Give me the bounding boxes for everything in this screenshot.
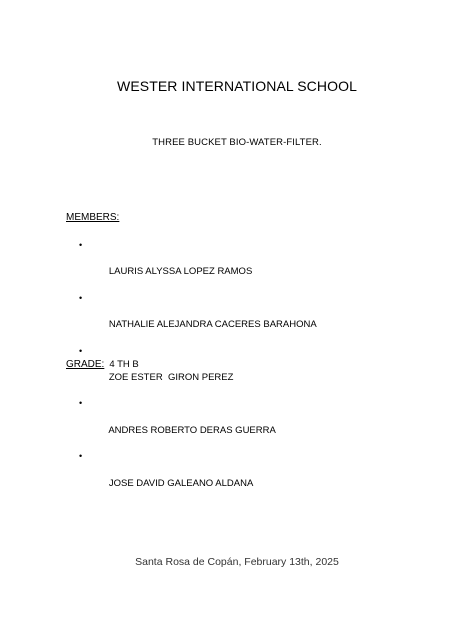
school-name-heading: WESTER INTERNATIONAL SCHOOL (117, 78, 357, 94)
bullet-icon: • (79, 292, 83, 303)
project-title: THREE BUCKET BIO-WATER-FILTER. (152, 137, 322, 148)
member-name: ZOE ESTER GIRON PEREZ (108, 372, 234, 384)
member-item (79, 345, 317, 398)
member-item (79, 397, 317, 450)
bullet-icon: • (79, 240, 83, 250)
bullet-icon: • (79, 398, 83, 409)
members-list (79, 239, 317, 503)
members-heading: MEMBERS: (66, 212, 120, 223)
grade-value: 4 TH B (109, 359, 139, 370)
grade-row (66, 359, 139, 370)
member-name: JOSE DAVID GALEANO ALDANA (108, 477, 254, 489)
bullet-icon: • (79, 451, 83, 462)
member-item (79, 239, 317, 292)
place-date-footer: Santa Rosa de Copán, February 13th, 2025 (135, 556, 339, 568)
member-item (79, 292, 317, 345)
grade-label: GRADE: (66, 359, 105, 370)
bullet-icon: • (79, 345, 83, 356)
member-name: LAURIS ALYSSA LOPEZ RAMOS (108, 266, 253, 278)
member-name: ANDRES ROBERTO DERAS GUERRA (108, 424, 276, 436)
member-name: NATHALIE ALEJANDRA CACERES BARAHONA (108, 319, 317, 331)
member-item (79, 450, 317, 503)
